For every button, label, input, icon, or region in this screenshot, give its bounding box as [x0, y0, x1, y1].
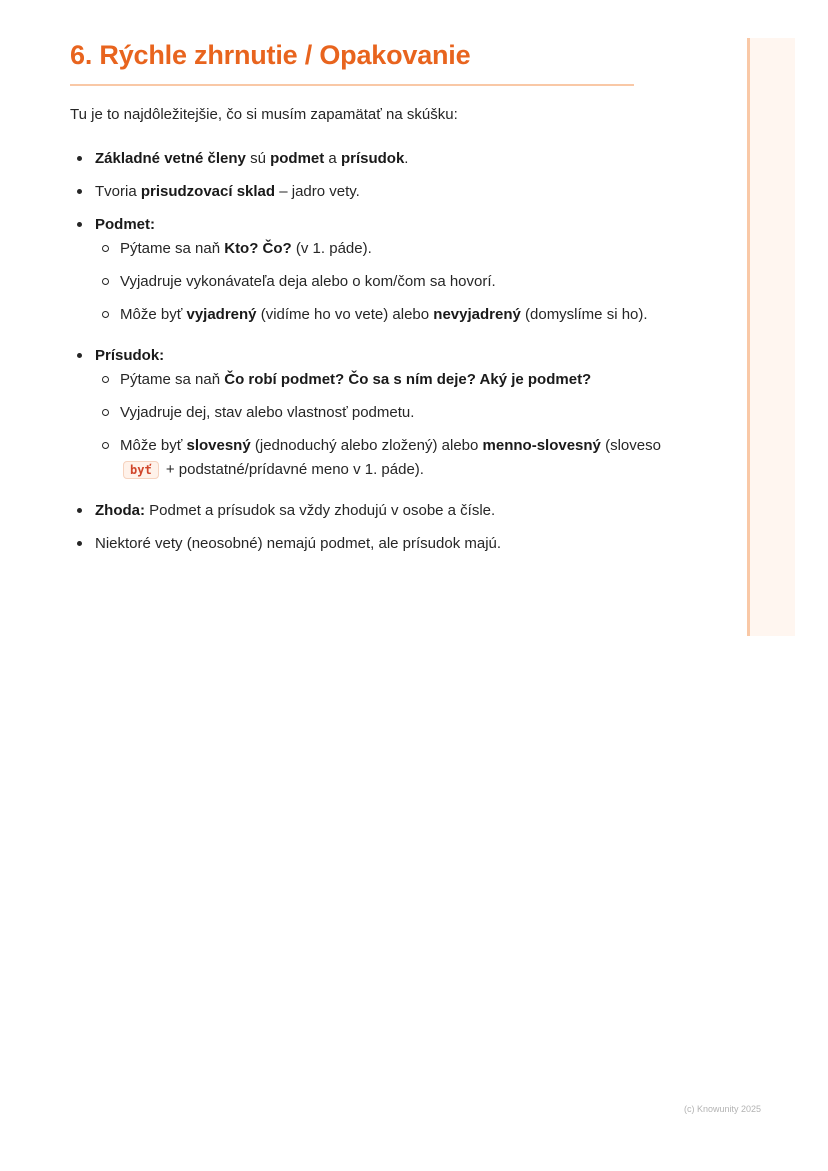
sub-list-item [95, 270, 670, 294]
list-item-podmet [70, 213, 670, 327]
inline-code-byt: byť [123, 461, 159, 479]
item-text: Niektoré vety (neosobné) nemajú podmet, ale prísudok majú. [95, 535, 502, 552]
sub-list-item [95, 401, 670, 425]
term-zhoda: Zhoda: [95, 502, 145, 519]
list-item [70, 532, 670, 556]
prisudok-label: Prísudok: [95, 347, 165, 364]
sub-list-item [95, 237, 670, 261]
sub-list-item [95, 303, 670, 327]
item-text: (jednoduchý alebo zložený) alebo [250, 437, 483, 454]
item-text: (v 1. páde). [291, 240, 372, 257]
side-panel [747, 38, 795, 636]
term-podmet: podmet [270, 150, 325, 167]
item-text: . [404, 150, 409, 167]
list-item [70, 499, 670, 523]
copyright-footer: (c) Knowunity 2025 [684, 1104, 762, 1114]
item-text: (domyslíme si ho). [520, 306, 648, 323]
term-slovesny: slovesný [186, 437, 251, 454]
item-text: Môže byť [120, 437, 187, 454]
list-item [70, 147, 670, 171]
item-text: (vidíme ho vo vete) alebo [256, 306, 434, 323]
heading-divider [70, 84, 634, 86]
item-text: sú [245, 150, 271, 167]
term-vyjadreny: vyjadrený [186, 306, 257, 323]
prisudok-sublist [95, 368, 670, 482]
question-kto-co: Kto? Čo? [224, 240, 292, 257]
item-text: – jadro vety. [275, 183, 360, 200]
item-text: Vyjadruje dej, stav alebo vlastnosť podmetu. [120, 404, 415, 421]
item-text: + podstatné/prídavné meno v 1. páde). [161, 461, 424, 478]
term-prisudok: prísudok [340, 150, 405, 167]
term-zakladne-vetne-cleny: Základné vetné členy [95, 150, 246, 167]
term-prisudzovaci-sklad: prisudzovací sklad [140, 183, 276, 200]
podmet-sublist [95, 237, 670, 327]
podmet-label: Podmet: [95, 216, 155, 233]
term-menno-slovesny: menno-slovesný [482, 437, 601, 454]
section-heading: 6. Rýchle zhrnutie / Opakovanie [70, 40, 471, 70]
question-co-robi-podmet: Čo robí podmet? Čo sa s ním deje? Aký je podmet? [224, 371, 592, 388]
item-text: Podmet a prísudok sa vždy zhodujú v osobe a čísle. [145, 502, 496, 519]
item-text: Pýtame sa naň [120, 371, 225, 388]
item-text: Tvoria [95, 183, 141, 200]
item-text: a [324, 150, 341, 167]
list-item [70, 180, 670, 204]
item-text: Pýtame sa naň [120, 240, 225, 257]
sub-list-item [95, 368, 670, 392]
item-text: Môže byť [120, 306, 187, 323]
summary-list [70, 147, 670, 556]
term-nevyjadreny: nevyjadrený [433, 306, 521, 323]
item-text: (sloveso [600, 437, 661, 454]
sub-list-item [95, 434, 670, 482]
intro-text: Tu je to najdôležitejšie, čo si musím zapamätať na skúšku: [70, 106, 458, 123]
list-item-prisudok [70, 344, 670, 482]
item-text: Vyjadruje vykonávateľa deja alebo o kom/čom sa hovorí. [120, 273, 496, 290]
